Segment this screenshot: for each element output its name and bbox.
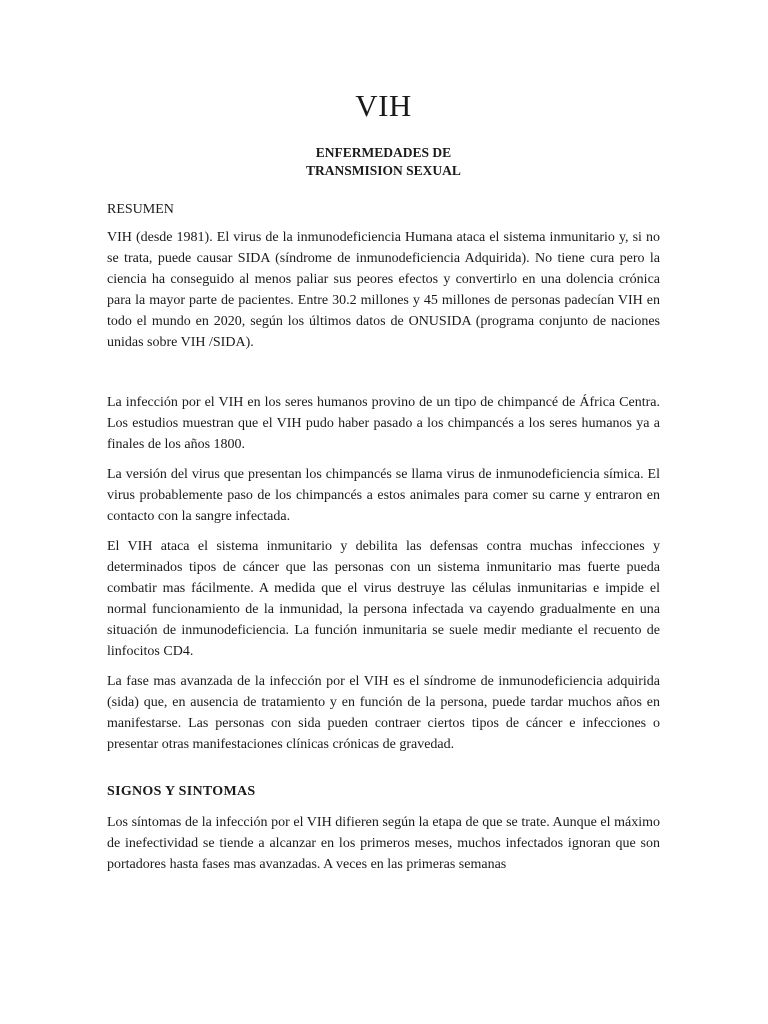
subtitle-line-1: ENFERMEDADES DE	[315, 145, 452, 160]
spacer	[107, 764, 660, 784]
subtitle-line-2: TRANSMISION SEXUAL	[306, 163, 461, 178]
paragraph-aids-stage: La fase mas avanzada de la infección por el VIH es el síndrome de inmunodeficiencia adquirida (sida) que, en ausencia de tratamiento y en función de la persona, puede tardar muchos años en manifestarse. Las personas con sida pueden contraer ciertos tipos de cáncer e infecciones o presentar otras manifestaciones clínicas crónicas de gravedad.	[107, 674, 660, 752]
section-label-resumen: RESUMEN	[107, 202, 174, 217]
paragraph-intro: VIH (desde 1981). El virus de la inmunodeficiencia Humana ataca el sistema inmunitario y, si no se trata, puede causar SIDA (síndrome de inmunodeficiencia Adquirida). No tiene cura pero la ciencia ha conseguido al menos paliar sus peores efectos y convertirlo en una dolencia crónica para la mayor parte de pacientes. Entre 30.2 millones y 45 millones de personas padecían VIH en todo el mundo en 2020, según los últimos datos de ONUSIDA (programa conjunto de naciones unidas sobre VIH /SIDA).	[107, 230, 660, 350]
paragraph-immune-system: El VIH ataca el sistema inmunitario y debilita las defensas contra muchas infecciones y determinados tipos de cáncer que las personas con un sistema inmunitario mas fuerte pueda combatir mas fácilmente. A medida que el virus destruye las células inmunitarias e impide el normal funcionamiento de la inmunidad, la persona infectada va cayendo gradualmente en una situación de inmunodeficiencia. La función inmunitaria se suele medir mediante el recuento de linfocitos CD4.	[107, 539, 660, 659]
paragraph-origin: La infección por el VIH en los seres humanos provino de un tipo de chimpancé de África Centra. Los estudios muestran que el VIH pudo haber pasado a los chimpancés a los seres humanos ya a finales de los años 1800.	[107, 395, 660, 452]
section-heading-signos: SIGNOS Y SINTOMAS	[107, 784, 256, 799]
document-page	[107, 88, 660, 884]
paragraph-simian-virus: La versión del virus que presentan los chimpancés se llama virus de inmunodeficiencia símica. El virus probablemente paso de los chimpancés a estos animales para comer su carne y entraron en contacto con la sangre infectada.	[107, 467, 660, 524]
paragraph-symptoms: Los síntomas de la infección por el VIH difieren según la etapa de que se trate. Aunque el máximo de inefectividad se tiende a alcanzar en los primeros meses, muchos infectados ignoran que son portadores hasta fases mas avanzadas. A veces en las primeras semanas	[107, 815, 660, 872]
document-subtitle	[107, 144, 660, 180]
spacer	[107, 362, 660, 392]
document-title: VIH	[355, 88, 412, 123]
